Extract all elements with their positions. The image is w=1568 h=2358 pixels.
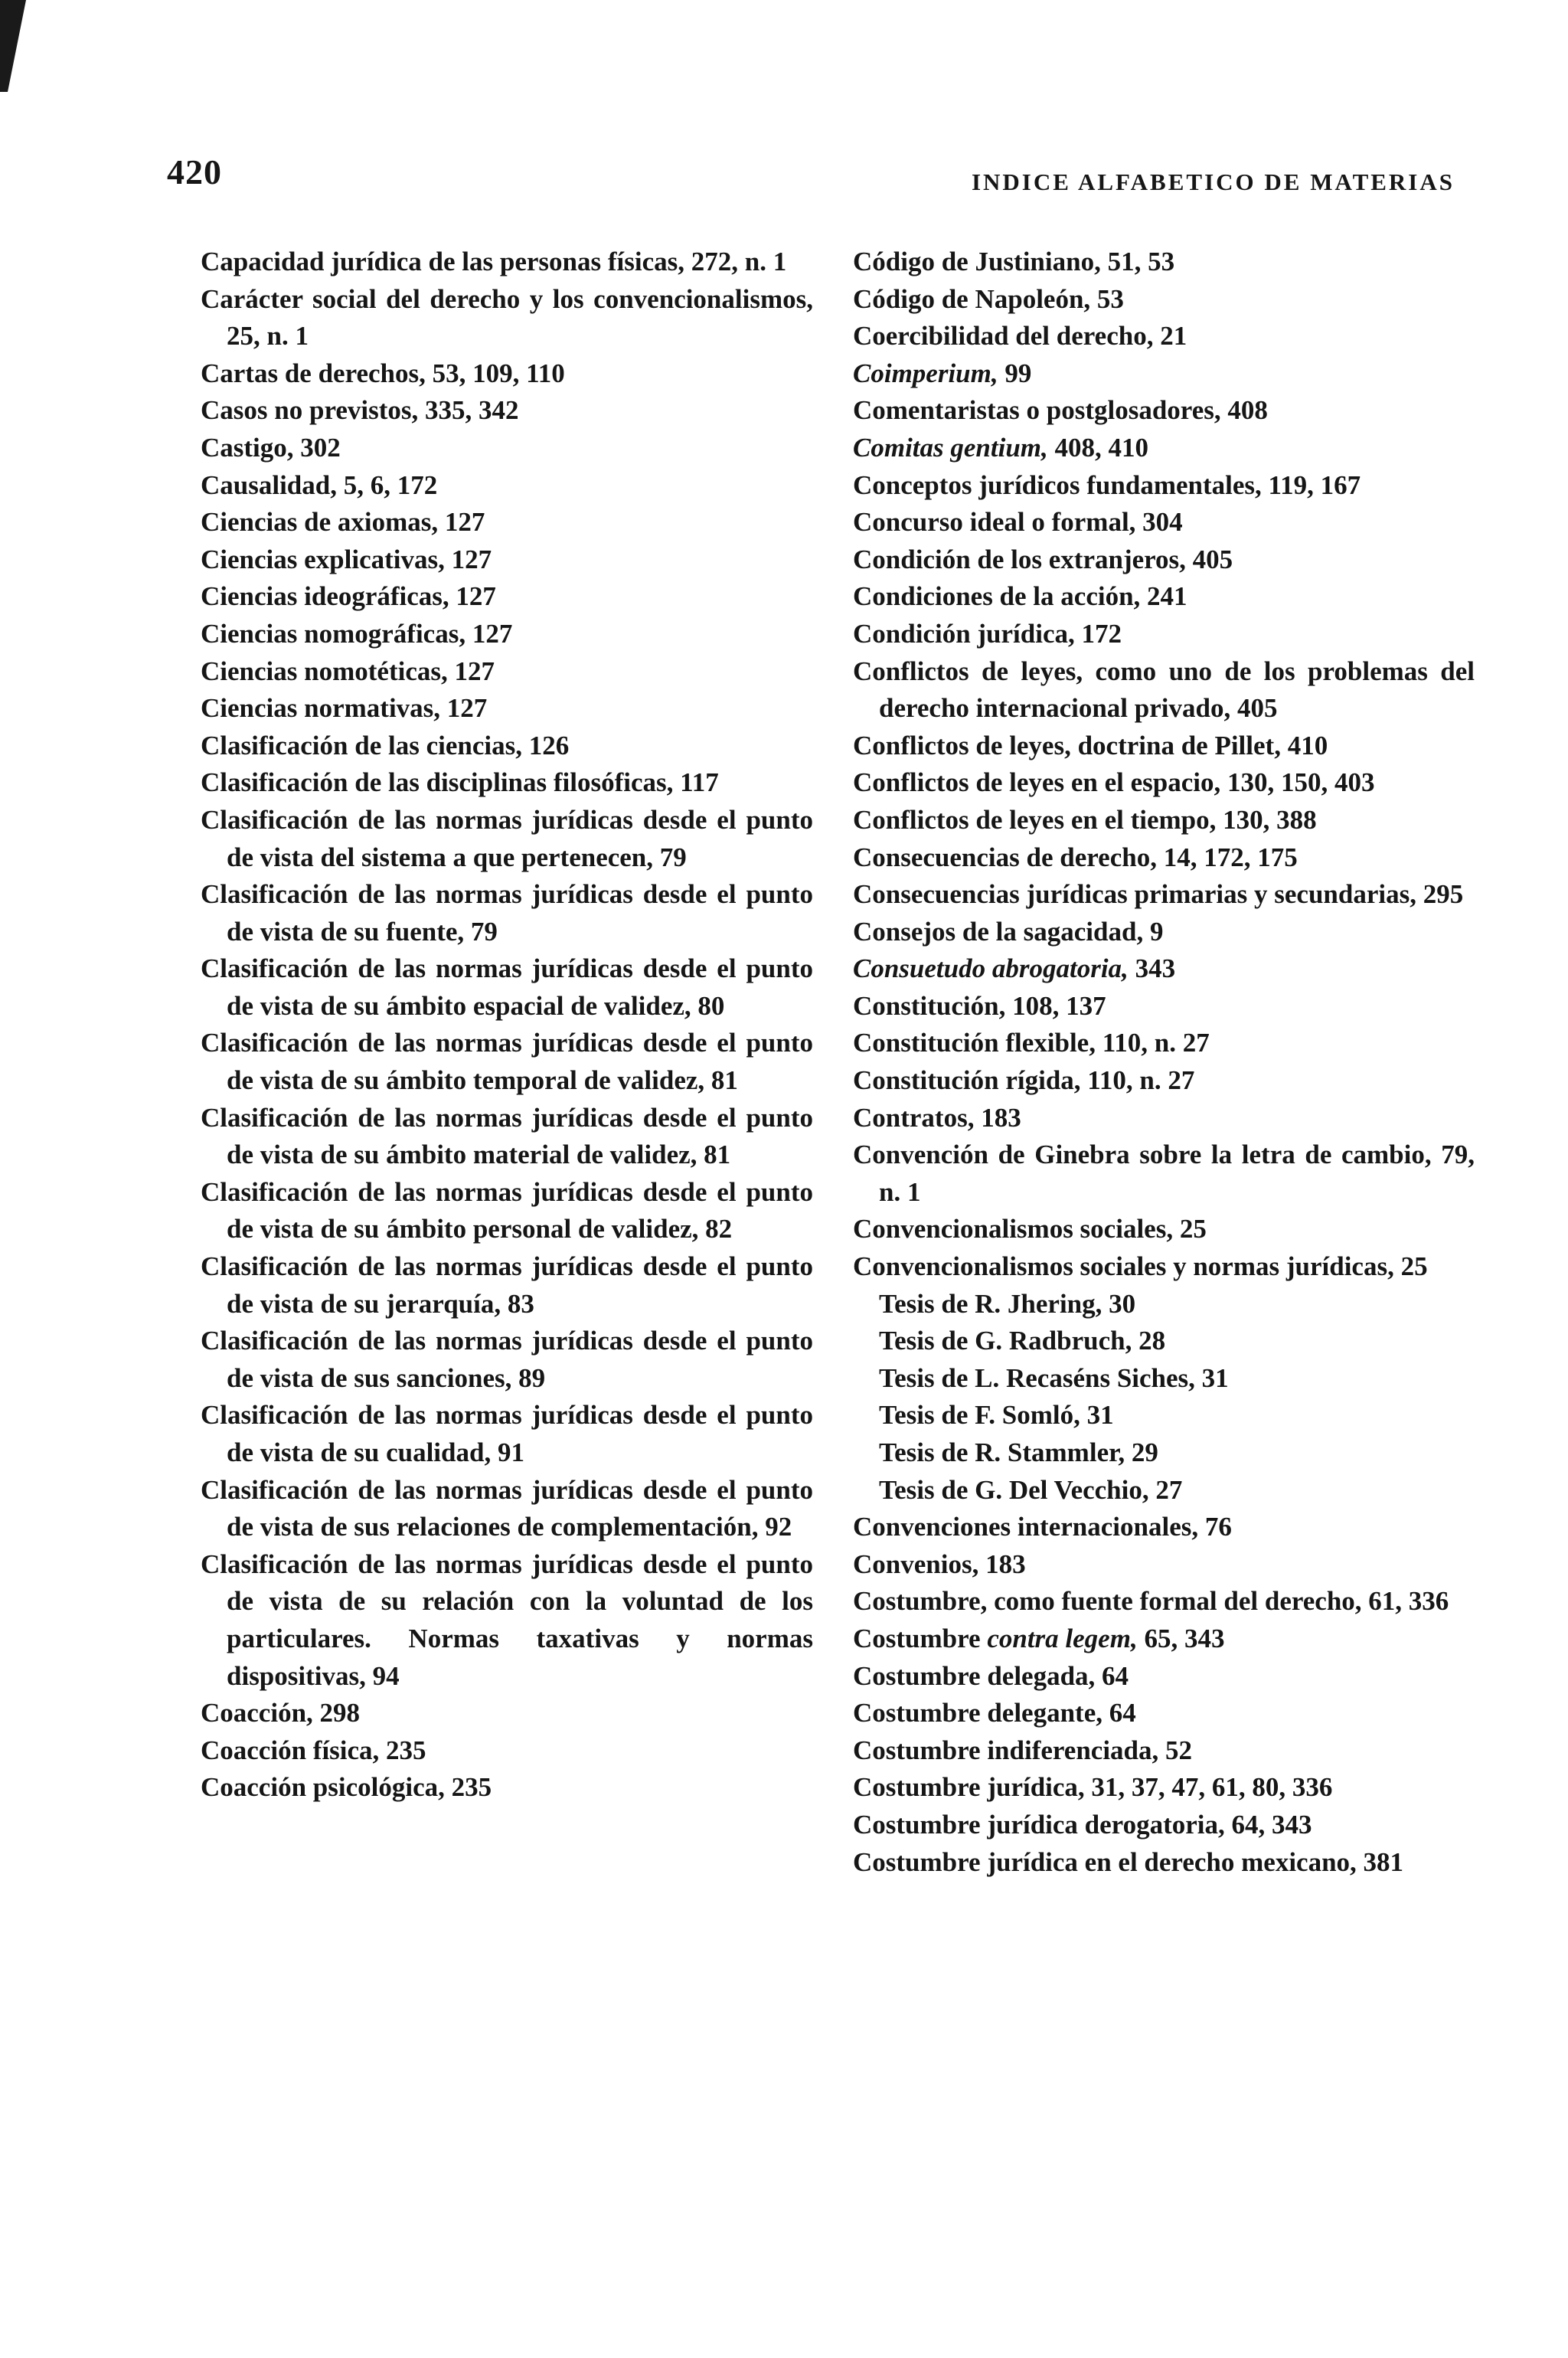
index-entry-text: Condición de los extranjeros, 405 <box>853 544 1233 574</box>
index-entry-text: Código de Justiniano, 51, 53 <box>853 247 1175 276</box>
index-entry-text: Convencionalismos sociales y normas jurídicas, 25 <box>853 1251 1428 1282</box>
index-entry <box>201 616 813 653</box>
index-entry <box>201 504 813 541</box>
index-entry-text: Ciencias normativas, 127 <box>201 693 488 724</box>
index-entry-text: Convención de Ginebra sobre la letra de cambio, 79, n. 1 <box>853 1140 1475 1207</box>
index-entry-text: Comentaristas o postglosadores, 408 <box>853 395 1268 426</box>
index-entry <box>853 839 1475 877</box>
index-entry <box>201 541 813 579</box>
index-entry <box>853 1844 1475 1882</box>
index-entry <box>201 1397 813 1471</box>
index-entry <box>853 1621 1475 1658</box>
index-entry-latin-term: Coimperium, <box>853 358 998 388</box>
index-entry-text: Costumbre, como fuente formal del derecho, 61, 336 <box>853 1586 1449 1617</box>
page-number: 420 <box>167 152 222 191</box>
index-entry <box>853 1025 1475 1062</box>
index-entry-text: Coacción física, 235 <box>201 1735 426 1765</box>
index-subentry <box>879 1360 1475 1398</box>
index-entry <box>853 1732 1475 1770</box>
index-entry-text: Conflictos de leyes, doctrina de Pillet, 410 <box>853 730 1328 760</box>
index-entry-text: Costumbre delegante, 64 <box>853 1698 1136 1728</box>
index-entry-text: Consecuencias jurídicas primarias y secundarias, 295 <box>853 879 1464 910</box>
index-entry <box>853 504 1475 541</box>
index-entry-text: Clasificación de las normas jurídicas desde el punto de vista de sus relaciones de complementación, 92 <box>201 1474 813 1542</box>
index-entry <box>853 950 1475 988</box>
index-entry <box>201 1695 813 1732</box>
index-entry <box>201 690 813 728</box>
index-entry <box>201 653 813 691</box>
index-subentry <box>879 1323 1475 1360</box>
index-entry <box>201 1472 813 1546</box>
index-entry-latin-term: contra legem, <box>987 1623 1138 1653</box>
running-head: INDICE ALFABETICO DE MATERIAS <box>971 168 1455 195</box>
index-entry <box>853 802 1475 839</box>
index-entry <box>201 1769 813 1807</box>
index-entry <box>853 244 1475 281</box>
index-entry-text: Cartas de derechos, 53, 109, 110 <box>201 358 565 388</box>
index-entry-text: Convenciones internacionales, 76 <box>853 1512 1232 1542</box>
index-entry-text: Tesis de R. Jhering, 30 <box>879 1288 1136 1319</box>
index-entry-text: Condición jurídica, 172 <box>853 618 1122 649</box>
index-entry-text: Causalidad, 5, 6, 172 <box>201 469 438 500</box>
index-entry <box>853 318 1475 355</box>
index-entry-text: Costumbre jurídica en el derecho mexicano, 381 <box>853 1846 1404 1877</box>
index-entry-text: Clasificación de las normas jurídicas desde el punto de vista de su ámbito personal de validez, 82 <box>201 1176 813 1244</box>
index-entry-text: Costumbre delegada, 64 <box>853 1660 1129 1691</box>
index-entry <box>853 281 1475 319</box>
index-entry-text: Clasificación de las normas jurídicas desde el punto de vista de su ámbito temporal de validez, 81 <box>201 1028 813 1096</box>
index-entry <box>201 764 813 802</box>
index-entry <box>853 876 1475 914</box>
index-entry <box>853 1100 1475 1137</box>
index-entry-text: Coacción, 298 <box>201 1698 361 1728</box>
index-entry-text: Costumbre jurídica, 31, 37, 47, 61, 80, 336 <box>853 1772 1333 1803</box>
index-entry <box>853 541 1475 579</box>
index-entry-latin-term: Consuetudo abrogatoria, <box>853 953 1129 984</box>
index-entry <box>201 802 813 876</box>
index-entry <box>853 1695 1475 1732</box>
index-entry <box>853 355 1475 393</box>
index-entry <box>201 1323 813 1397</box>
index-entry <box>853 1211 1475 1248</box>
index-entry <box>853 653 1475 728</box>
index-entry-text: Coercibilidad del derecho, 21 <box>853 321 1187 352</box>
index-entry <box>201 430 813 467</box>
index-entry <box>853 914 1475 951</box>
index-entry <box>853 1509 1475 1546</box>
index-entry <box>853 578 1475 616</box>
index-entry-text: Conceptos jurídicos fundamentales, 119, 167 <box>853 469 1361 500</box>
index-entry <box>201 281 813 355</box>
index-entry-text: Consecuencias de derecho, 14, 172, 175 <box>853 842 1298 872</box>
index-entry <box>201 728 813 765</box>
index-entry <box>853 1583 1475 1621</box>
index-entry <box>853 988 1475 1025</box>
index-entry-text: Castigo, 302 <box>201 432 341 463</box>
index-entry-text: Convencionalismos sociales, 25 <box>853 1214 1207 1244</box>
index-entry <box>853 1769 1475 1807</box>
index-entry-text: Clasificación de las ciencias, 126 <box>201 730 570 760</box>
index-entry-text: Costumbre indiferenciada, 52 <box>853 1735 1193 1765</box>
index-entry <box>853 1546 1475 1584</box>
index-entry <box>853 728 1475 765</box>
index-subentry <box>879 1397 1475 1434</box>
index-column-right <box>853 244 1475 1881</box>
index-entry <box>201 950 813 1025</box>
index-entry-text: Ciencias de axiomas, 127 <box>201 507 485 538</box>
index-entry-text: Constitución flexible, 110, n. 27 <box>853 1028 1210 1058</box>
index-entry-latin-term: Comitas gentium, <box>853 432 1048 463</box>
index-entry <box>201 355 813 393</box>
index-entry-text: Condiciones de la acción, 241 <box>853 581 1187 612</box>
index-entry-text: Conflictos de leyes, como uno de los problemas del derecho internacional privado, 405 <box>853 656 1475 724</box>
index-entry-text: Clasificación de las normas jurídicas desde el punto de vista de su cualidad, 91 <box>201 1400 813 1467</box>
index-subentry <box>879 1434 1475 1472</box>
index-entry-text: Consejos de la sagacidad, 9 <box>853 916 1164 947</box>
index-entry <box>201 1732 813 1770</box>
index-entry <box>853 430 1475 467</box>
index-entry-text: Clasificación de las normas jurídicas desde el punto de vista de su relación con la voluntad de los particulares. Normas taxativas y normas dispositivas, 94 <box>201 1549 813 1691</box>
index-entry <box>201 1100 813 1174</box>
index-entry-text: Ciencias explicativas, 127 <box>201 544 492 574</box>
index-subentry <box>879 1472 1475 1509</box>
index-entry-text: Convenios, 183 <box>853 1549 1026 1579</box>
index-entry <box>853 764 1475 802</box>
index-entry-text: Clasificación de las normas jurídicas desde el punto de vista de su fuente, 79 <box>201 879 813 947</box>
index-entry-text: Concurso ideal o formal, 304 <box>853 507 1183 538</box>
index-entry <box>201 467 813 505</box>
index-entry <box>201 1174 813 1248</box>
index-subentry <box>879 1286 1475 1323</box>
index-entry-text: Clasificación de las normas jurídicas desde el punto de vista de su jerarquía, 83 <box>201 1251 813 1319</box>
index-entry-text: Tesis de F. Somló, 31 <box>879 1400 1114 1431</box>
index-entry-text: Tesis de G. Radbruch, 28 <box>879 1326 1166 1356</box>
index-entry-text: Ciencias ideográficas, 127 <box>201 581 496 612</box>
index-entry-text: Ciencias nomográficas, 127 <box>201 618 513 649</box>
index-entry-text: Clasificación de las normas jurídicas desde el punto de vista de su ámbito material de validez, 81 <box>201 1102 813 1170</box>
index-entry <box>201 1546 813 1695</box>
index-entry-text: Clasificación de las normas jurídicas desde el punto de vista de su ámbito espacial de validez, 80 <box>201 953 813 1021</box>
index-entry-text: 343 <box>1128 953 1176 984</box>
index-entry-text: 99 <box>998 358 1032 388</box>
index-entry <box>853 467 1475 505</box>
index-entry-text: Constitución, 108, 137 <box>853 990 1106 1021</box>
index-entry <box>201 244 813 281</box>
index-entry <box>853 1248 1475 1286</box>
index-entry-text: Contratos, 183 <box>853 1102 1021 1133</box>
index-entry <box>201 1025 813 1099</box>
index-entry-text: 408, 410 <box>1047 432 1149 463</box>
index-entry <box>853 1136 1475 1211</box>
index-entry-text: Capacidad jurídica de las personas físicas, 272, n. 1 <box>201 247 787 276</box>
index-entry-text: Tesis de G. Del Vecchio, 27 <box>879 1474 1183 1505</box>
index-entry-text: Tesis de R. Stammler, 29 <box>879 1437 1158 1467</box>
index-entry-text: Clasificación de las normas jurídicas desde el punto de vista de sus sanciones, 89 <box>201 1326 813 1393</box>
index-entry <box>201 578 813 616</box>
index-entry <box>201 1248 813 1323</box>
index-entry-text: Ciencias nomotéticas, 127 <box>201 656 495 686</box>
index-entry-text: Carácter social del derecho y los convencionalismos, 25, n. 1 <box>201 283 813 352</box>
scan-edge-mark <box>0 0 31 92</box>
index-entry <box>853 392 1475 430</box>
index-entry <box>201 876 813 950</box>
index-entry <box>201 392 813 430</box>
index-entry-text: Tesis de L. Recaséns Siches, 31 <box>879 1362 1229 1393</box>
index-entry-text: Conflictos de leyes en el tiempo, 130, 388 <box>853 804 1317 835</box>
index-entry <box>853 1807 1475 1844</box>
index-entry-text: Clasificación de las normas jurídicas desde el punto de vista del sistema a que pertenecen, 79 <box>201 804 813 872</box>
index-entry-text: 65, 343 <box>1137 1623 1225 1653</box>
index-entry-text: Coacción psicológica, 235 <box>201 1772 492 1803</box>
index-entry <box>853 616 1475 653</box>
index-entry <box>853 1062 1475 1100</box>
index-entry-text: Costumbre <box>853 1623 988 1653</box>
index-entry-text: Conflictos de leyes en el espacio, 130, 150, 403 <box>853 767 1375 798</box>
index-entry-text: Código de Napoleón, 53 <box>853 283 1124 314</box>
index-entry-text: Clasificación de las disciplinas filosóficas, 117 <box>201 767 719 798</box>
index-column-left <box>201 244 813 1807</box>
index-entry-text: Casos no previstos, 335, 342 <box>201 395 519 426</box>
index-entry-text: Costumbre jurídica derogatoria, 64, 343 <box>853 1809 1312 1840</box>
index-entry-text: Constitución rígida, 110, n. 27 <box>853 1065 1195 1096</box>
index-entry <box>853 1658 1475 1696</box>
